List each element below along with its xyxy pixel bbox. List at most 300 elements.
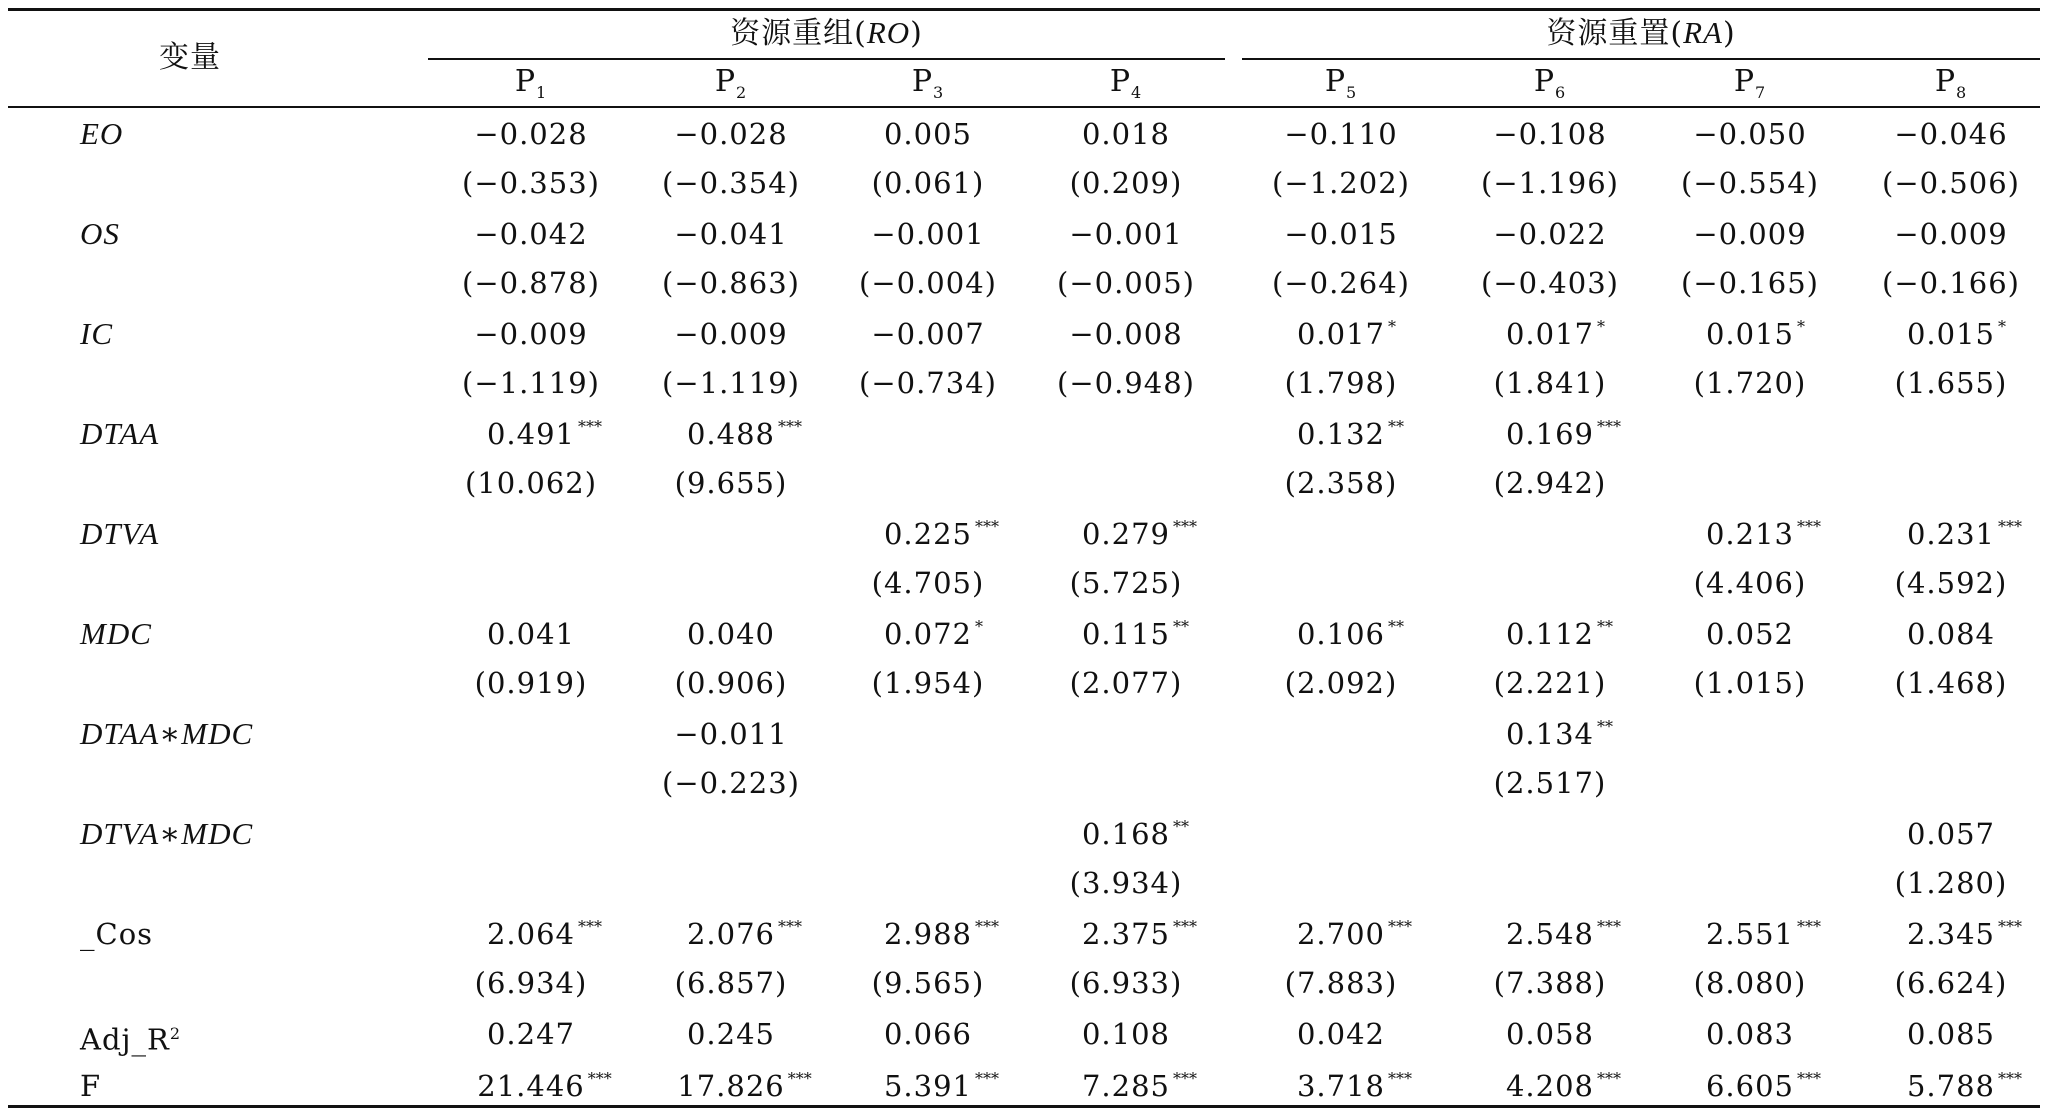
coef-cell-significance: *** — [1797, 917, 1822, 936]
coef-cell — [433, 614, 629, 654]
t-stat-cell-value: (3.934) — [1069, 866, 1183, 900]
coef-cell — [1243, 914, 1439, 954]
t-stat-cell — [830, 363, 1026, 403]
t-stat-cell-value: (−0.863) — [662, 266, 800, 300]
t-stat-cell-value: (0.209) — [1069, 166, 1183, 200]
coef-cell — [1028, 614, 1224, 654]
coef-cell-value: 2.700 *** — [1296, 917, 1413, 951]
coef-cell-value: 2.548 *** — [1505, 917, 1622, 951]
t-stat-cell — [1652, 163, 1848, 203]
coef-cell-value: −0.110 — [1284, 117, 1398, 151]
coef-cell-value: 2.076 *** — [686, 917, 803, 951]
row-label: DTAA∗MDC — [80, 716, 254, 751]
f-stat-cell-significance: *** — [1998, 1069, 2023, 1088]
t-stat-cell — [1853, 563, 2048, 603]
t-stat-cell — [830, 663, 1026, 703]
t-stat-cell — [633, 963, 829, 1003]
coef-cell-value: −0.001 — [871, 217, 985, 251]
coef-cell — [1243, 614, 1439, 654]
coef-cell-value: 0.057 — [1906, 817, 1996, 851]
coef-cell-value: 0.040 — [686, 617, 776, 651]
coef-cell-value: 0.017 * — [1296, 317, 1397, 351]
f-stat-cell-value: 7.285 *** — [1081, 1069, 1198, 1103]
coef-cell — [1028, 514, 1224, 554]
coef-cell-value: 0.015 * — [1705, 317, 1806, 351]
t-stat-cell — [1652, 363, 1848, 403]
coef-cell-value: 0.169 *** — [1505, 417, 1622, 451]
t-stat-cell-value: (−0.354) — [662, 166, 800, 200]
coef-cell-value: 0.279 *** — [1081, 517, 1198, 551]
coef-cell-value: −0.011 — [674, 717, 788, 751]
t-stat-cell-value: (−0.004) — [859, 266, 997, 300]
t-stat-cell — [1028, 663, 1224, 703]
column-header-p1 — [433, 62, 629, 113]
ra-group-rule — [1242, 58, 2040, 60]
t-stat-cell — [1028, 863, 1224, 903]
f-stat-cell — [1652, 1066, 1848, 1106]
coef-cell-significance: *** — [975, 517, 1000, 536]
coef-cell-value: −0.022 — [1493, 217, 1607, 251]
coef-cell-value: −0.028 — [474, 117, 588, 151]
column-header-letter: P — [714, 64, 736, 99]
t-stat-cell — [1028, 363, 1224, 403]
t-stat-cell-value: (4.705) — [871, 566, 985, 600]
f-stat-cell — [1452, 1066, 1648, 1106]
adj-r2-cell — [830, 1014, 1026, 1054]
t-stat-cell — [1028, 563, 1224, 603]
t-stat-cell — [433, 663, 629, 703]
coef-cell — [1652, 514, 1848, 554]
t-stat-cell — [433, 363, 629, 403]
f-stat-cell — [433, 1066, 629, 1106]
t-stat-cell-value: (2.077) — [1069, 666, 1183, 700]
f-stat-cell — [633, 1066, 829, 1106]
row-label: OS — [80, 216, 120, 251]
f-stat-cell-value: 5.788 *** — [1906, 1069, 2023, 1103]
t-stat-cell-value: (−0.878) — [462, 266, 600, 300]
coef-cell-value: 0.017 * — [1505, 317, 1606, 351]
t-stat-cell — [1452, 963, 1648, 1003]
coef-cell-significance: ** — [1173, 617, 1190, 636]
coef-cell-significance: ** — [1388, 617, 1405, 636]
group-ro-prefix: 资源重组( — [730, 16, 867, 51]
coef-cell-significance: *** — [1173, 917, 1198, 936]
coef-cell — [1452, 114, 1648, 154]
coef-cell-value: −0.008 — [1069, 317, 1183, 351]
coef-cell — [830, 514, 1026, 554]
coef-cell-value: 0.041 — [486, 617, 576, 651]
t-stat-cell — [1243, 163, 1439, 203]
coef-cell-value: −0.050 — [1693, 117, 1807, 151]
column-header-p4 — [1028, 62, 1224, 113]
coef-cell-value: −0.015 — [1284, 217, 1398, 251]
coef-cell-value: 0.015 * — [1906, 317, 2007, 351]
group-header-ro — [428, 13, 1225, 54]
coef-cell — [1853, 114, 2048, 154]
t-stat-cell-value: (1.280) — [1894, 866, 2008, 900]
t-stat-cell-value: (−1.202) — [1272, 166, 1410, 200]
adj-r2-cell-value: 0.245 — [686, 1017, 776, 1051]
coef-cell — [1652, 614, 1848, 654]
coef-cell-value: 0.106 ** — [1296, 617, 1405, 651]
t-stat-cell-value: (1.841) — [1493, 366, 1607, 400]
top-rule — [8, 8, 2040, 11]
coef-cell-significance: *** — [1173, 517, 1198, 536]
f-stat-cell — [1028, 1066, 1224, 1106]
group-ra-prefix: 资源重置( — [1546, 16, 1684, 51]
coef-cell-significance: ** — [1597, 617, 1614, 636]
t-stat-cell — [433, 263, 629, 303]
coef-cell-significance: ** — [1173, 817, 1190, 836]
coef-cell — [633, 414, 829, 454]
coef-cell — [830, 914, 1026, 954]
t-stat-cell — [1853, 863, 2048, 903]
coef-cell — [1652, 214, 1848, 254]
coef-cell-significance: *** — [778, 417, 803, 436]
t-stat-cell-value: (−0.223) — [662, 766, 800, 800]
t-stat-cell — [1853, 263, 2048, 303]
t-stat-cell — [1243, 363, 1439, 403]
t-stat-cell — [633, 463, 829, 503]
coef-cell — [1853, 614, 2048, 654]
row-label: DTVA — [80, 516, 160, 551]
t-stat-cell — [1652, 263, 1848, 303]
t-stat-cell-value: (2.942) — [1493, 466, 1607, 500]
adj-r2-cell-value: 0.066 — [883, 1017, 973, 1051]
f-stat-cell-value: 21.446 *** — [477, 1069, 612, 1103]
coef-cell — [633, 914, 829, 954]
f-stat-cell-value: 3.718 *** — [1296, 1069, 1413, 1103]
t-stat-cell — [433, 163, 629, 203]
coef-cell-significance: ** — [1388, 417, 1405, 436]
adj-r2-cell-value: 0.085 — [1906, 1017, 1996, 1051]
coef-cell-value: 0.005 — [883, 117, 973, 151]
coef-cell — [1853, 514, 2048, 554]
coef-cell — [633, 714, 829, 754]
t-stat-cell — [1452, 163, 1648, 203]
coef-cell — [1028, 814, 1224, 854]
t-stat-cell-value: (5.725) — [1069, 566, 1183, 600]
t-stat-cell-value: (1.015) — [1693, 666, 1807, 700]
column-header-letter: P — [911, 64, 933, 99]
coef-cell — [1028, 114, 1224, 154]
coef-cell — [433, 914, 629, 954]
t-stat-cell — [1853, 363, 2048, 403]
coef-cell-value: 0.018 — [1081, 117, 1171, 151]
adj-r2-cell — [1028, 1014, 1224, 1054]
coef-cell-value: −0.009 — [674, 317, 788, 351]
coef-cell — [1452, 714, 1648, 754]
t-stat-cell — [1243, 663, 1439, 703]
t-stat-cell-value: (8.080) — [1693, 966, 1807, 1000]
t-stat-cell-value: (−1.119) — [662, 366, 800, 400]
group-ra-suffix: ) — [1722, 16, 1736, 51]
t-stat-cell — [1243, 263, 1439, 303]
adj-r2-cell-value: 0.083 — [1705, 1017, 1795, 1051]
coef-cell-significance: *** — [975, 917, 1000, 936]
f-stat-cell-significance: *** — [1797, 1069, 1822, 1088]
coef-cell-value: −0.046 — [1894, 117, 2008, 151]
column-header-letter: P — [1324, 64, 1346, 99]
t-stat-cell — [1452, 663, 1648, 703]
t-stat-cell — [830, 263, 1026, 303]
t-stat-cell-value: (−0.353) — [462, 166, 600, 200]
coef-cell-significance: *** — [1597, 917, 1622, 936]
column-header-letter: P — [1109, 64, 1131, 99]
t-stat-cell-value: (−0.734) — [859, 366, 997, 400]
coef-cell — [633, 614, 829, 654]
f-stat-cell — [1243, 1066, 1439, 1106]
t-stat-cell — [830, 563, 1026, 603]
coef-cell-value: 0.168 ** — [1081, 817, 1190, 851]
f-stat-cell-value: 6.605 *** — [1705, 1069, 1822, 1103]
t-stat-cell-value: (9.655) — [674, 466, 788, 500]
t-stat-cell — [1028, 963, 1224, 1003]
column-header-letter: P — [1934, 64, 1956, 99]
t-stat-cell — [1243, 463, 1439, 503]
coef-cell — [633, 314, 829, 354]
row-label-f: F — [80, 1069, 102, 1103]
adj-r2-sup: 2 — [169, 1024, 182, 1043]
coef-cell-value: 0.488 *** — [686, 417, 803, 451]
t-stat-cell-value: (6.934) — [474, 966, 588, 1000]
coef-cell — [1243, 414, 1439, 454]
coef-cell-value: −0.108 — [1493, 117, 1607, 151]
coef-cell — [633, 114, 829, 154]
adj-r2-cell — [633, 1014, 829, 1054]
coef-cell — [1452, 314, 1648, 354]
coef-cell — [830, 114, 1026, 154]
row-label: _Cos — [80, 917, 154, 951]
column-header-p6 — [1452, 62, 1648, 113]
t-stat-cell — [1452, 363, 1648, 403]
coef-cell-significance: ** — [1597, 717, 1614, 736]
t-stat-cell-value: (−0.166) — [1882, 266, 2020, 300]
coef-cell — [1652, 114, 1848, 154]
t-stat-cell-value: (10.062) — [464, 466, 598, 500]
coef-cell-significance: * — [1388, 317, 1397, 336]
row-label: DTVA∗MDC — [80, 816, 254, 851]
t-stat-cell — [1853, 663, 2048, 703]
t-stat-cell-value: (4.592) — [1894, 566, 2008, 600]
coef-cell-value: −0.028 — [674, 117, 788, 151]
t-stat-cell — [1853, 963, 2048, 1003]
coef-cell-significance: *** — [1998, 917, 2023, 936]
t-stat-cell-value: (1.720) — [1693, 366, 1807, 400]
coef-cell-significance: *** — [1998, 517, 2023, 536]
group-ro-abbr: RO — [866, 15, 911, 50]
adj-r2-cell — [433, 1014, 629, 1054]
ro-group-rule — [428, 58, 1225, 60]
t-stat-cell-value: (7.388) — [1493, 966, 1607, 1000]
f-stat-cell-value: 17.826 *** — [677, 1069, 812, 1103]
t-stat-cell — [830, 163, 1026, 203]
row-label: MDC — [80, 616, 152, 651]
t-stat-cell — [633, 663, 829, 703]
column-header-subscript: 2 — [736, 83, 748, 102]
adj-r2-cell-value: 0.108 — [1081, 1017, 1171, 1051]
row-label: IC — [80, 316, 113, 351]
coef-cell-significance: * — [975, 617, 984, 636]
coef-cell-value: 2.551 *** — [1705, 917, 1822, 951]
adj-r2-cell — [1452, 1014, 1648, 1054]
t-stat-cell — [1243, 963, 1439, 1003]
coef-cell-value: 0.115 ** — [1081, 617, 1190, 651]
f-stat-cell-significance: *** — [975, 1069, 1000, 1088]
coef-cell — [1452, 214, 1648, 254]
f-stat-cell — [830, 1066, 1026, 1106]
column-header-p3 — [830, 62, 1026, 113]
f-stat-cell-significance: *** — [787, 1069, 812, 1088]
coef-cell — [830, 314, 1026, 354]
f-stat-cell-value: 5.391 *** — [883, 1069, 1000, 1103]
coef-cell-value: −0.041 — [674, 217, 788, 251]
row-label-adj-r2 — [80, 1014, 181, 1060]
t-stat-cell-value: (−0.264) — [1272, 266, 1410, 300]
coef-cell — [1853, 814, 2048, 854]
coef-cell — [1853, 214, 2048, 254]
coef-cell — [1452, 614, 1648, 654]
t-stat-cell — [633, 163, 829, 203]
coef-cell-value: 0.072 * — [883, 617, 984, 651]
t-stat-cell-value: (6.857) — [674, 966, 788, 1000]
coef-cell — [1853, 314, 2048, 354]
t-stat-cell-value: (−0.403) — [1481, 266, 1619, 300]
t-stat-cell-value: (−1.119) — [462, 366, 600, 400]
column-header-letter: P — [1533, 64, 1555, 99]
coef-cell-value: −0.001 — [1069, 217, 1183, 251]
f-stat-cell-value: 4.208 *** — [1505, 1069, 1622, 1103]
coef-cell-value: −0.007 — [871, 317, 985, 351]
coef-cell-value: −0.009 — [1693, 217, 1807, 251]
column-header-p8 — [1853, 62, 2048, 113]
coef-cell — [1652, 914, 1848, 954]
coef-cell-value: 0.134 ** — [1505, 717, 1614, 751]
coef-cell-value: 0.084 — [1906, 617, 1996, 651]
coef-cell-value: 2.375 *** — [1081, 917, 1198, 951]
t-stat-cell-value: (9.565) — [871, 966, 985, 1000]
t-stat-cell-value: (2.358) — [1284, 466, 1398, 500]
t-stat-cell — [433, 463, 629, 503]
column-header-subscript: 6 — [1555, 83, 1567, 102]
coef-cell-significance: *** — [778, 917, 803, 936]
column-header-subscript: 3 — [933, 83, 945, 102]
row-label: DTAA — [80, 416, 160, 451]
t-stat-cell-value: (−0.005) — [1057, 266, 1195, 300]
coef-cell-value: 0.132 ** — [1296, 417, 1405, 451]
t-stat-cell — [1652, 963, 1848, 1003]
t-stat-cell-value: (−0.506) — [1882, 166, 2020, 200]
coef-cell — [1452, 914, 1648, 954]
coef-cell-significance: * — [1597, 317, 1606, 336]
t-stat-cell-value: (1.954) — [871, 666, 985, 700]
coef-cell-significance: *** — [1597, 417, 1622, 436]
t-stat-cell — [1452, 463, 1648, 503]
coef-cell — [433, 214, 629, 254]
coef-cell-value: 2.345 *** — [1906, 917, 2023, 951]
coef-cell-significance: *** — [1388, 917, 1413, 936]
coef-cell — [633, 214, 829, 254]
coef-cell — [433, 414, 629, 454]
t-stat-cell — [1452, 263, 1648, 303]
f-stat-cell — [1853, 1066, 2048, 1106]
t-stat-cell — [433, 963, 629, 1003]
coef-cell-value: −0.009 — [1894, 217, 2008, 251]
coef-cell-significance: * — [1797, 317, 1806, 336]
t-stat-cell-value: (−1.196) — [1481, 166, 1619, 200]
t-stat-cell-value: (−0.948) — [1057, 366, 1195, 400]
t-stat-cell-value: (1.468) — [1894, 666, 2008, 700]
coef-cell — [1243, 314, 1439, 354]
group-ro-suffix: ) — [910, 16, 923, 51]
t-stat-cell — [1028, 163, 1224, 203]
t-stat-cell — [1028, 263, 1224, 303]
t-stat-cell-value: (6.624) — [1894, 966, 2008, 1000]
t-stat-cell-value: (2.517) — [1493, 766, 1607, 800]
adj-r2-cell-value: 0.058 — [1505, 1017, 1595, 1051]
coef-cell-value: 0.052 — [1705, 617, 1795, 651]
f-stat-cell-significance: *** — [1173, 1069, 1198, 1088]
t-stat-cell-value: (2.221) — [1493, 666, 1607, 700]
coef-cell-value: −0.042 — [474, 217, 588, 251]
column-header-subscript: 5 — [1346, 83, 1358, 102]
column-header-p5 — [1243, 62, 1439, 113]
coef-cell — [1853, 914, 2048, 954]
column-header-subscript: 8 — [1956, 83, 1968, 102]
t-stat-cell — [1452, 763, 1648, 803]
t-stat-cell — [1652, 663, 1848, 703]
t-stat-cell-value: (0.919) — [474, 666, 588, 700]
coef-cell — [830, 614, 1026, 654]
column-header-subscript: 7 — [1755, 83, 1767, 102]
adj-r2-text: Adj_R — [80, 1022, 170, 1057]
column-header-letter: P — [1733, 64, 1755, 99]
row-label: EO — [80, 116, 124, 151]
adj-r2-cell-value: 0.042 — [1296, 1017, 1386, 1051]
coef-cell — [1028, 914, 1224, 954]
t-stat-cell — [1652, 563, 1848, 603]
t-stat-cell-value: (4.406) — [1693, 566, 1807, 600]
coef-cell — [1452, 414, 1648, 454]
t-stat-cell-value: (−0.165) — [1681, 266, 1819, 300]
column-header-subscript: 1 — [536, 83, 548, 102]
coef-cell — [1243, 114, 1439, 154]
t-stat-cell-value: (7.883) — [1284, 966, 1398, 1000]
t-stat-cell-value: (−0.554) — [1681, 166, 1819, 200]
coef-cell — [1028, 314, 1224, 354]
coef-cell-value: 2.064 *** — [486, 917, 603, 951]
column-header-p2 — [633, 62, 829, 113]
t-stat-cell — [633, 763, 829, 803]
variable-header: 变量 — [159, 40, 221, 75]
coef-cell-value: 0.213 *** — [1705, 517, 1822, 551]
t-stat-cell — [633, 263, 829, 303]
coef-cell-significance: * — [1998, 317, 2007, 336]
column-header-p7 — [1652, 62, 1848, 113]
t-stat-cell-value: (1.655) — [1894, 366, 2008, 400]
coef-cell-value: −0.009 — [474, 317, 588, 351]
f-stat-cell-significance: *** — [587, 1069, 612, 1088]
coef-cell — [1652, 314, 1848, 354]
coef-cell-value: 0.112 ** — [1505, 617, 1614, 651]
group-header-ra — [1242, 13, 2040, 54]
adj-r2-cell — [1243, 1014, 1439, 1054]
adj-r2-cell — [1652, 1014, 1848, 1054]
coef-cell — [830, 214, 1026, 254]
f-stat-cell-significance: *** — [1597, 1069, 1622, 1088]
coef-cell-value: 0.491 *** — [486, 417, 603, 451]
t-stat-cell — [633, 363, 829, 403]
